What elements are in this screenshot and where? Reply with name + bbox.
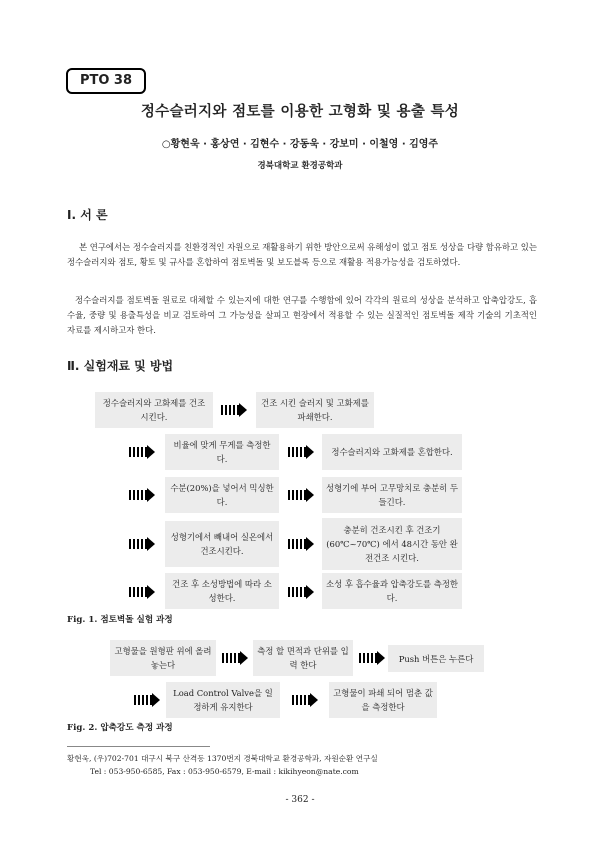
arrow-icon (222, 651, 248, 665)
flow-box: 건조 후 소성방법에 따라 소성한다. (165, 573, 279, 609)
arrow-icon (288, 585, 314, 599)
flow-box: 소성 후 흡수율과 압축강도를 측정한다. (322, 573, 462, 609)
flow-box: 고형물을 원형판 위에 올려놓는다 (110, 640, 216, 676)
flow-box: 성형기에서 빼내어 실온에서 건조시킨다. (165, 521, 279, 567)
section-1-heading: Ⅰ. 서 론 (67, 208, 108, 222)
flow-box: 정수슬러지와 고화제를 건조시킨다. (95, 392, 213, 428)
arrow-icon (129, 488, 155, 502)
flow-box: 수분(20%)을 넣어서 믹싱한다. (165, 477, 279, 513)
figure-2-caption: Fig. 2. 압축강도 측정 과정 (67, 723, 173, 733)
intro-paragraph-1: 본 연구에서는 정수슬러지를 친환경적인 자원으로 재활용하기 위한 방안으로써 유해성이 없고 점토 성상을 다량 함유하고 있는 정수슬러지와 점토, 황토 및 규사를 혼합하여 점토벽돌 및 보도블록 등으로 재활용 적용가능성을 검토하였다. (67, 242, 537, 267)
flow-box: Push 버튼은 누른다 (388, 645, 484, 672)
section-2-heading: Ⅱ. 실험재료 및 방법 (67, 359, 174, 373)
arrow-icon (134, 693, 160, 707)
flow-box: 측정 할 면적과 단위를 입력 한다 (253, 640, 353, 676)
figure-1-caption: Fig. 1. 점토벽돌 실험 과정 (67, 615, 173, 625)
page-number: - 362 - (285, 795, 315, 805)
paper-title: 정수슬러지와 점토를 이용한 고형화 및 용출 특성 (140, 104, 460, 120)
footnote-contact: Tel : 053-950-6585, Fax : 053-950-6579, E-mail : kikihyeon@nate.com (90, 767, 359, 776)
arrow-icon (292, 693, 318, 707)
flow-box: 고형물이 파쇄 되어 멈춘 값을 측정한다 (329, 682, 437, 718)
arrow-icon (129, 585, 155, 599)
footnote-address: 황현욱, (우)702-701 대구시 북구 산격동 1370번지 경북대학교 환경공학과, 자원순환 연구실 (67, 754, 378, 763)
arrow-icon (359, 651, 385, 665)
arrow-icon (288, 445, 314, 459)
affiliation: 경북대학교 환경공학과 (257, 161, 343, 171)
flow-box: 건조 시킨 슬러지 및 고화제를 파쇄한다. (256, 392, 374, 428)
arrow-icon (288, 488, 314, 502)
flow-box: 비율에 맞게 무게를 측정한다. (165, 434, 279, 470)
arrow-icon (288, 537, 314, 551)
footnote-rule (67, 746, 210, 747)
arrow-icon (129, 537, 155, 551)
intro-paragraph-2: 정수슬러지를 점토벽돌 원료로 대체할 수 있는지에 대한 연구를 수행함에 있어 각각의 원료의 성상을 분석하고 압축압강도, 흡수율, 중량 및 용출특성을 비교 검토하여 그 가능성을 살피고 현장에서 적용할 수 있는 실질적인 점토벽돌 제작 기술의 기초적인 자료를 제시하고자 한다. (67, 295, 537, 335)
arrow-icon (221, 403, 247, 417)
paper-tag: PTO 38 (66, 68, 146, 94)
flow-box: Load Control Valve을 일정하게 유지한다 (166, 682, 280, 718)
flow-box: 충분히 건조시킨 후 건조기(60℃~70℃) 에서 48시간 동안 완전건조 시킨다. (322, 518, 462, 570)
flow-box: 정수슬러지와 고화제를 혼합한다. (322, 434, 462, 470)
arrow-icon (129, 445, 155, 459)
flow-box: 성형기에 부어 고무망치로 충분히 두들긴다. (322, 477, 462, 513)
author-list: ○황현욱 · 홍상연 · 김현수 · 강동욱 · 강보미 · 이철영 · 김영주 (161, 139, 439, 150)
